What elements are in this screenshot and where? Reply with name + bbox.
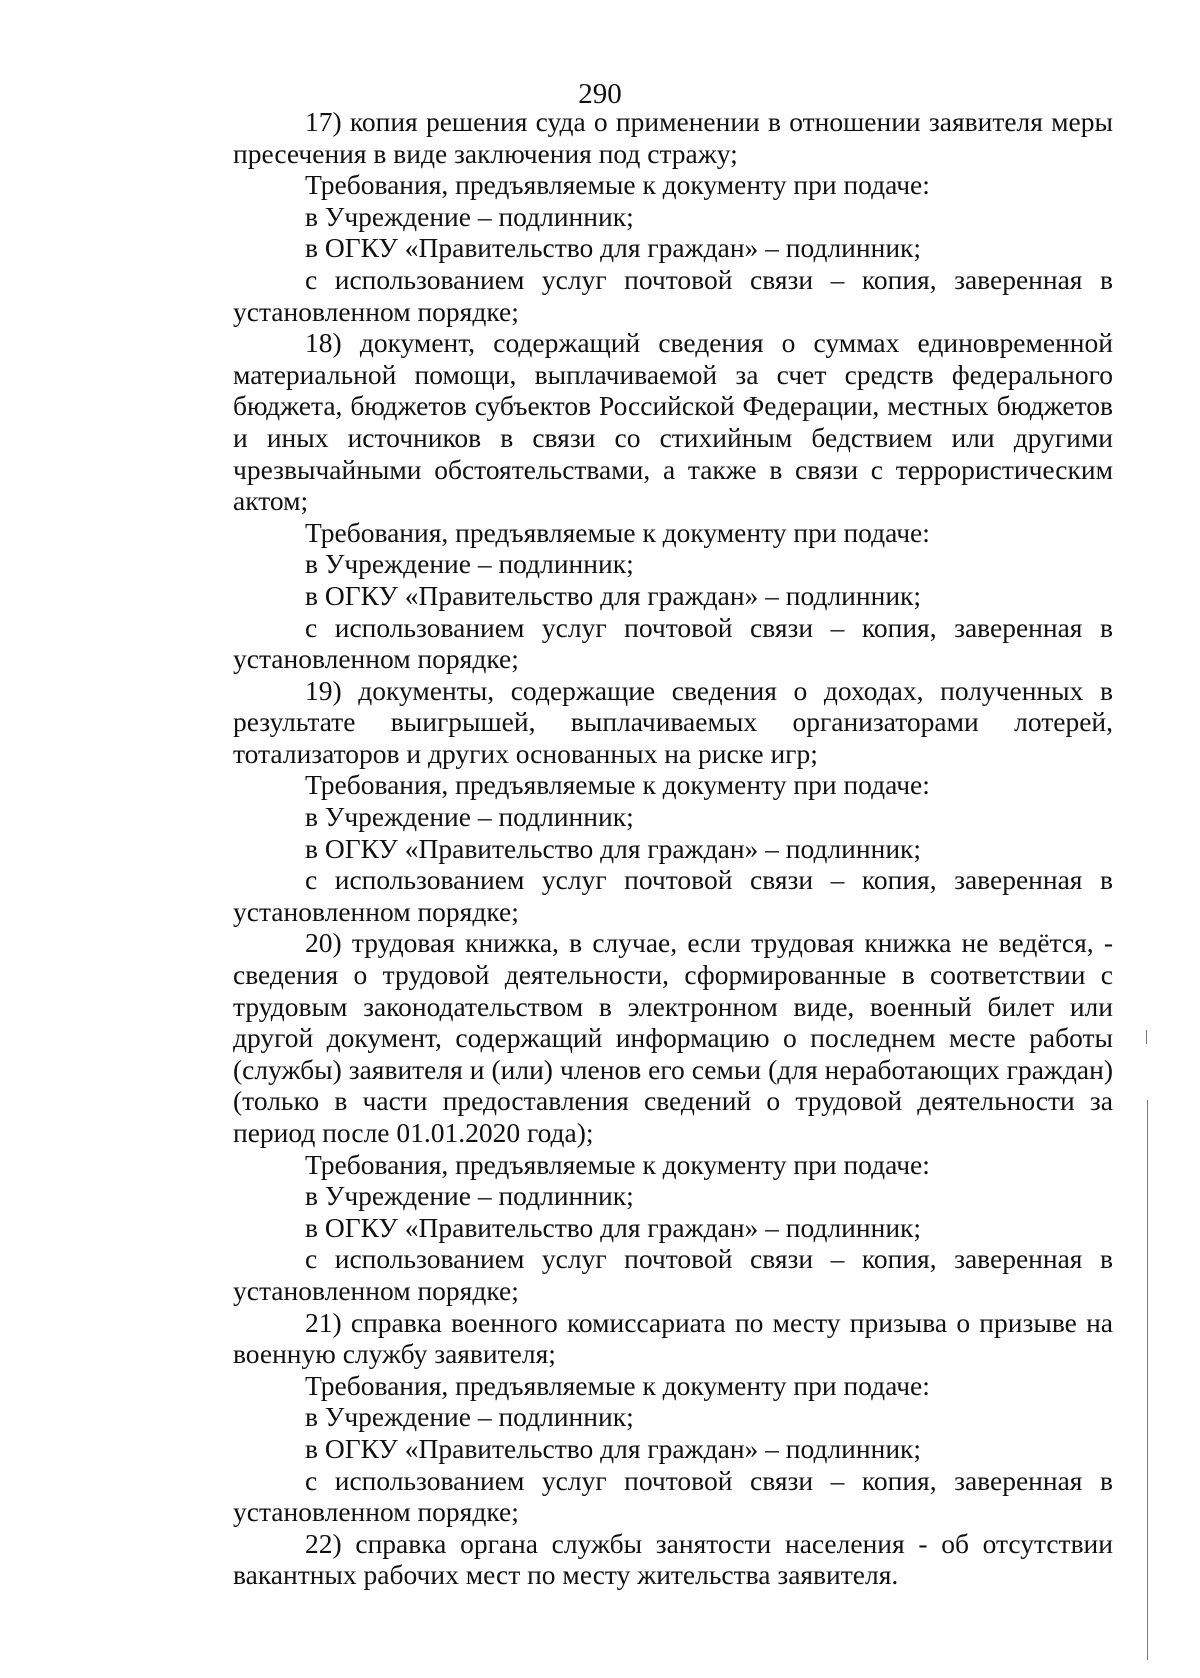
paragraph-item-18: 18) документ, содержащий сведения о суммах единовременной материальной помощи, выплачиваемой за счет средств федерального бюджета, бюджетов субъектов Российской Федерации, местных бюджетов и иных источников в связи со стихийным бедствием или другими чрезвычайными обстоятельствами, а также в связи с террористическим актом; xyxy=(233,327,1113,517)
paragraph-item-20: 20) трудовая книжка, в случае, если трудовая книжка не ведётся, - сведения о трудовой деятельности, сформированные в соответствии с трудовым законодательством в электронном виде, военный билет или другой документ, содержащий информацию о последнем месте работы (службы) заявителя и (или) членов его семьи (для неработающих граждан) (только в части предоставления сведений о трудовой деятельности за период после 01.01.2020 года); xyxy=(233,927,1113,1148)
requirements-heading: Требования, предъявляемые к документу при подаче: xyxy=(305,1369,930,1401)
scan-edge-line xyxy=(1147,1100,1148,1660)
paragraph-item-21: 21) справка военного комиссариата по месту призыва о призыве на военную службу заявителя; xyxy=(233,1306,1113,1370)
requirement-institution: в Учреждение – подлинник; xyxy=(305,548,634,580)
requirement-ogku: в ОГКУ «Правительство для граждан» – подлинник; xyxy=(305,1432,922,1464)
scan-edge-mark xyxy=(1146,1030,1147,1044)
requirement-institution: в Учреждение – подлинник; xyxy=(305,200,634,232)
requirements-heading: Требования, предъявляемые к документу при подаче: xyxy=(305,1148,930,1180)
requirements-heading: Требования, предъявляемые к документу при подаче: xyxy=(305,169,930,201)
page-number: 290 xyxy=(578,78,622,110)
paragraph-item-22: 22) справка органа службы занятости населения - об отсутствии вакантных рабочих мест по месту жительства заявителя. xyxy=(233,1527,1113,1591)
requirement-ogku: в ОГКУ «Правительство для граждан» – подлинник; xyxy=(305,832,922,864)
requirements-heading: Требования, предъявляемые к документу при подаче: xyxy=(305,516,930,548)
requirements-heading: Требования, предъявляемые к документу при подаче: xyxy=(305,769,930,801)
requirement-postal: с использованием услуг почтовой связи – копия, заверенная в установленном порядке; xyxy=(233,1243,1113,1306)
requirement-ogku: в ОГКУ «Правительство для граждан» – подлинник; xyxy=(305,232,922,264)
requirement-institution: в Учреждение – подлинник; xyxy=(305,1401,634,1433)
paragraph-item-17: 17) копия решения суда о применении в отношении заявителя меры пресечения в виде заключения под стражу; xyxy=(233,106,1113,169)
requirement-ogku: в ОГКУ «Правительство для граждан» – подлинник; xyxy=(305,579,922,611)
requirement-ogku: в ОГКУ «Правительство для граждан» – подлинник; xyxy=(305,1211,922,1243)
requirement-postal: с использованием услуг почтовой связи – копия, заверенная в установленном порядке; xyxy=(233,1464,1113,1528)
document-body xyxy=(233,106,1113,1591)
requirement-postal: с использованием услуг почтовой связи – копия, заверенная в установленном порядке; xyxy=(233,864,1113,927)
requirement-postal: с использованием услуг почтовой связи – копия, заверенная в установленном порядке; xyxy=(233,263,1113,327)
paragraph-item-19: 19) документы, содержащие сведения о доходах, полученных в результате выигрышей, выплачиваемых организаторами лотерей, тотализаторов и других основанных на риске игр; xyxy=(233,674,1113,769)
requirement-institution: в Учреждение – подлинник; xyxy=(305,801,634,833)
requirement-postal: с использованием услуг почтовой связи – копия, заверенная в установленном порядке; xyxy=(233,611,1113,675)
requirement-institution: в Учреждение – подлинник; xyxy=(305,1180,634,1212)
